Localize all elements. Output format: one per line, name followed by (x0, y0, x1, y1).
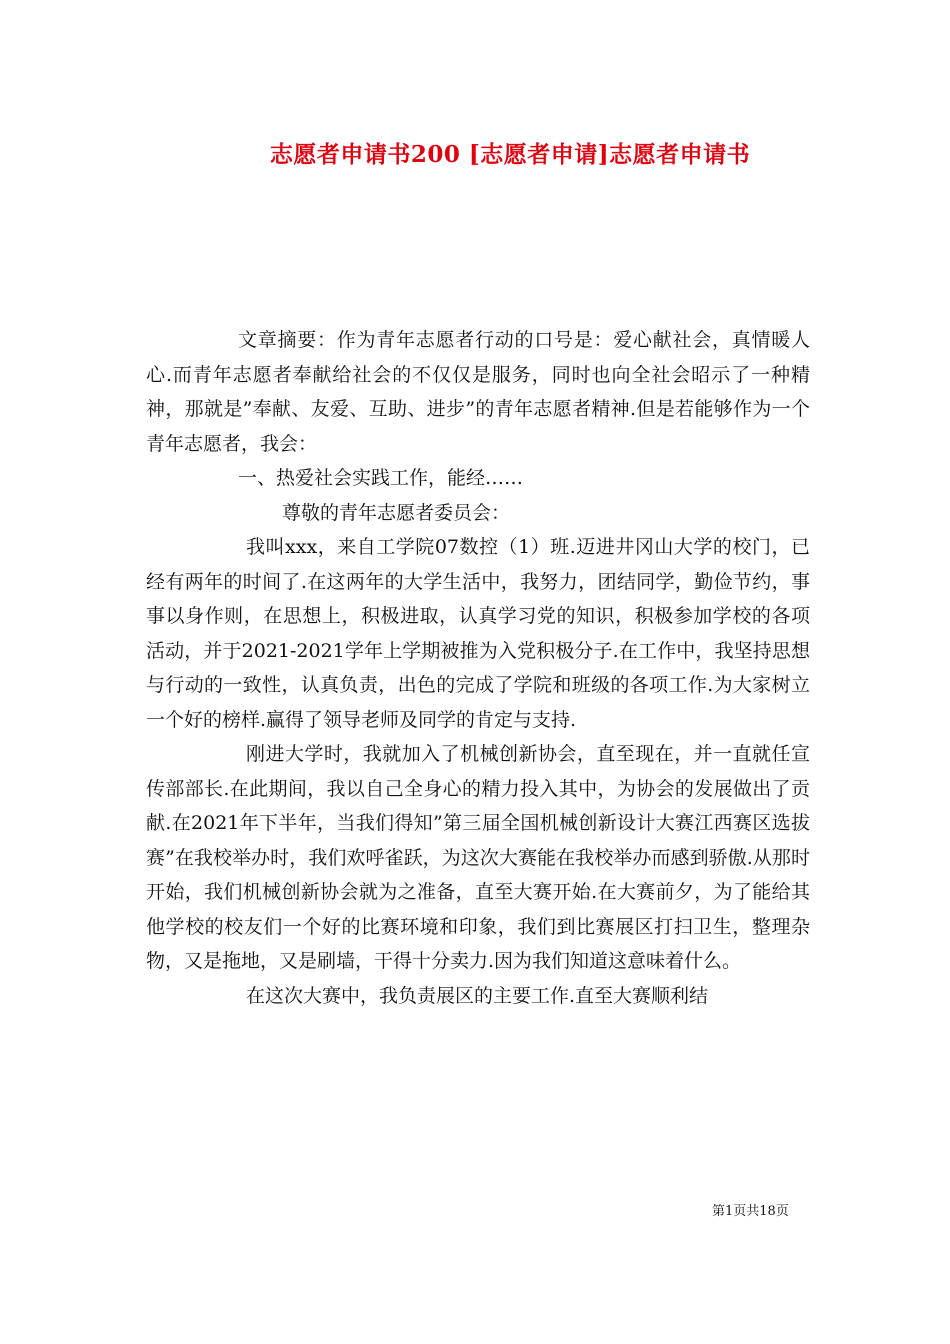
page-number: 第1页共18页 (712, 1204, 789, 1219)
document-title: 志愿者申请书200 [志愿者申请]志愿者申请书 (269, 141, 751, 168)
paragraph-introduction: 我叫xxx，来自工学院07数控（1）班.迈进井冈山大学的校门，已经有两年的时间了.在这两年的大学生活中，我努力，团结同学，勤俭节约，事事以身作则，在思想上，积极进取，认真学习党的知识，积极参加学校的各项活动，并于2021-2021学年上学期被推为入党积极分子.在工作中，我坚持思想与行动的一致性，认真负责，出色的完成了学院和班级的各项工作.为大家树立一个好的榜样.赢得了领导老师及同学的肯定与支持. (146, 536, 810, 731)
paragraph-competition: 在这次大赛中，我负责展区的主要工作.直至大赛顺利结 (246, 984, 709, 1007)
paragraph-association: 刚进大学时，我就加入了机械创新协会，直至现在，并一直就任宣传部部长.在此期间，我以自己全身心的精力投入其中，为协会的发展做出了贡献.在2021年下半年，当我们得知”第三届全国机械创新设计大赛江西赛区选拔赛”在我校举办时，我们欢呼雀跃，为这次大赛能在我校举办而感到骄傲.从那时开始，我们机械创新协会就为之准备，直至大赛开始.在大赛前夕，为了能给其他学校的校友们一个好的比赛环境和印象，我们到比赛展区打扫卫生，整理杂物，又是拖地，又是刷墙，干得十分卖力.因为我们知道这意味着什么。 (146, 743, 810, 972)
paragraph-salutation: 尊敬的青年志愿者委员会： (282, 501, 511, 524)
paragraph-abstract: 文章摘要：作为青年志愿者行动的口号是：爱心献社会，真情暖人心.而青年志愿者奉献给社会的不仅仅是服务，同时也向全社会昭示了一种精神，那就是”奉献、友爱、互助、进步”的青年志愿者精神.但是若能够作为一个青年志愿者，我会： (146, 329, 810, 455)
paragraph-point-one: 一、热爱社会实践工作，能经…… (238, 467, 524, 489)
document-body (146, 323, 810, 1013)
